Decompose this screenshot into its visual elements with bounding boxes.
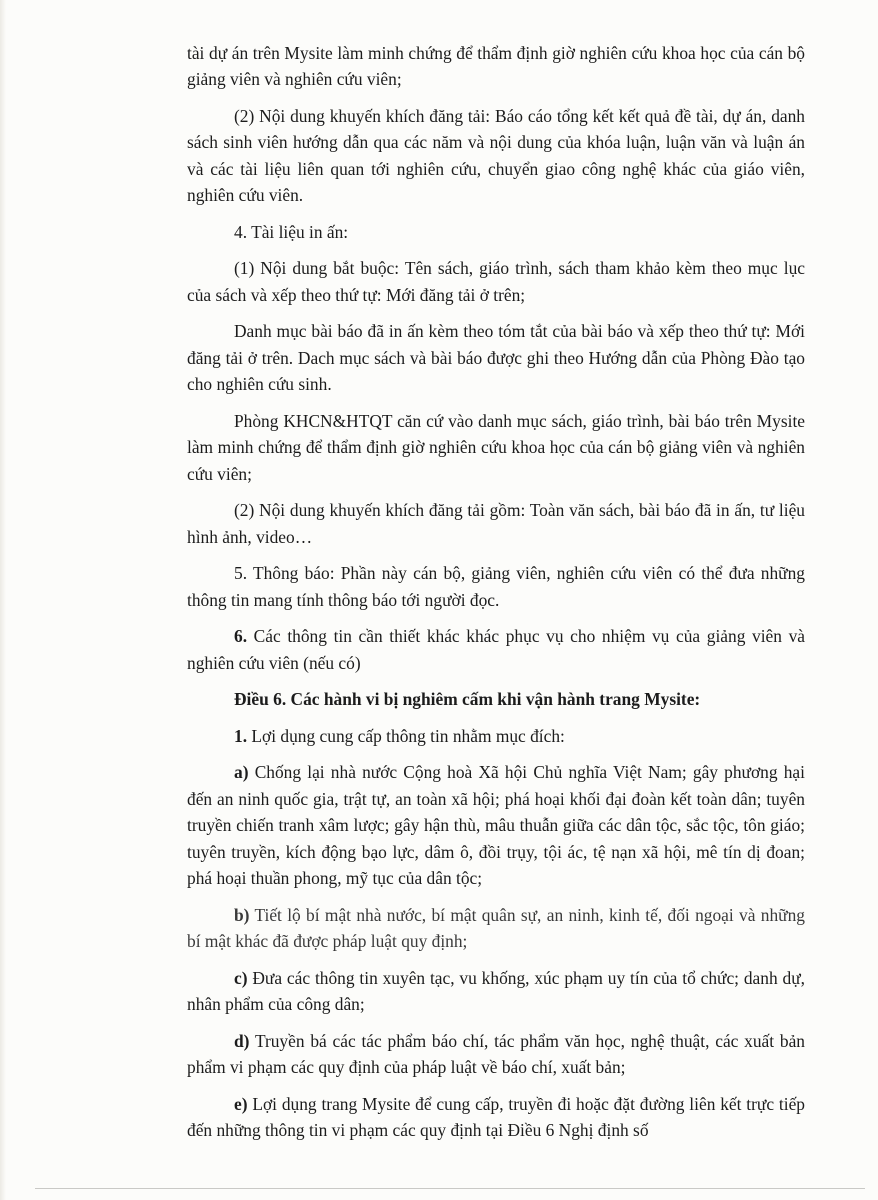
paragraph-misuse-purpose <box>187 723 805 749</box>
document-body <box>187 40 805 1154</box>
clause-a <box>187 759 805 891</box>
clause-b-text: Tiết lộ bí mật nhà nước, bí mật quân sự, an ninh, kinh tế, đối ngoại và những bí mật khác đã được pháp luật quy định; <box>187 904 805 952</box>
paragraph-continuation: tài dự án trên Mysite làm minh chứng để thẩm định giờ nghiên cứu khoa học của cán bộ giảng viên và nghiên cứu viên; <box>187 43 805 90</box>
clause-e <box>187 1091 805 1144</box>
scan-edge-shadow <box>0 0 6 1200</box>
clause-e-marker: e) <box>234 1093 248 1114</box>
clause-a-text: Chống lại nhà nước Cộng hoà Xã hội Chủ nghĩa Việt Nam; gây phương hại đến an ninh quốc gia, trật tự, an toàn xã hội; phá hoại khối đại đoàn kết toàn dân; tuyên truyền chiến tranh xâm lược; gây hận thù, mâu thuẫn giữa các dân tộc, sắc tộc, tôn giáo; tuyên truyền, kích động bạo lực, dâm ô, đồi trụy, tội ác, tệ nạn xã hội, mê tín dị đoan; phá hoại thuần phong, mỹ tục của dân tộc; <box>187 762 805 889</box>
page-bottom-rule <box>35 1188 865 1189</box>
item-number-1: 1. <box>234 725 248 746</box>
clause-b-marker: b) <box>234 904 250 925</box>
paragraph-encouraged-content-1: (2) Nội dung khuyến khích đăng tải: Báo cáo tổng kết kết quả đề tài, dự án, danh sách sinh viên hướng dẫn qua các năm và nội dung của khóa luận, luận văn và luận án và các tài liệu liên quan tới nghiên cứu, chuyển giao công nghệ khác của giáo viên, nghiên cứu viên. <box>187 106 805 206</box>
heading-printed-materials: 4. Tài liệu in ấn: <box>234 221 349 242</box>
clause-c-text: Đưa các thông tin xuyên tạc, vu khống, xúc phạm uy tín của tổ chức; danh dự, nhân phẩm của công dân; <box>187 967 805 1015</box>
article-6-heading: Điều 6. Các hành vi bị nghiêm cấm khi vận hành trang Mysite: <box>234 689 701 710</box>
paragraph-khcn-evidence: Phòng KHCN&HTQT căn cứ vào danh mục sách, giáo trình, bài báo trên Mysite làm minh chứng để thẩm định giờ nghiên cứu khoa học của cán bộ giảng viên và nghiên cứu viên; <box>187 410 805 484</box>
misuse-purpose-text: Lợi dụng cung cấp thông tin nhằm mục đích: <box>251 725 565 746</box>
paragraph-other-info <box>187 623 805 676</box>
paragraph-mandatory-content: (1) Nội dung bắt buộc: Tên sách, giáo trình, sách tham khảo kèm theo mục lục của sách và xếp theo thứ tự: Mới đăng tải ở trên; <box>187 258 805 305</box>
clause-b <box>187 902 805 955</box>
paragraph-encouraged-content-2: (2) Nội dung khuyến khích đăng tải gồm: Toàn văn sách, bài báo đã in ấn, tư liệu hình ảnh, video… <box>187 500 805 547</box>
item-number-6: 6. <box>234 626 248 647</box>
paragraph-article-list: Danh mục bài báo đã in ấn kèm theo tóm tắt của bài báo và xếp theo thứ tự: Mới đăng tải ở trên. Dach mục sách và bài báo được ghi theo Hướng dẫn của Phòng Đào tạo cho nghiên cứu sinh. <box>187 321 805 395</box>
clause-a-marker: a) <box>234 762 249 783</box>
clause-c <box>187 965 805 1018</box>
clause-d-marker: d) <box>234 1030 250 1051</box>
clause-d <box>187 1028 805 1081</box>
paragraph-announcements: 5. Thông báo: Phần này cán bộ, giảng viên, nghiên cứu viên có thể đưa những thông tin mang tính thông báo tới người đọc. <box>187 563 805 610</box>
clause-c-marker: c) <box>234 967 248 988</box>
clause-d-text: Truyền bá các tác phẩm báo chí, tác phẩm văn học, nghệ thuật, các xuất bản phẩm vi phạm các quy định của pháp luật về báo chí, xuất bản; <box>187 1030 805 1078</box>
other-info-text: Các thông tin cần thiết khác khác phục vụ cho nhiệm vụ của giảng viên và nghiên cứu viên (nếu có) <box>187 626 805 673</box>
clause-e-text: Lợi dụng trang Mysite để cung cấp, truyền đi hoặc đặt đường liên kết trực tiếp đến những thông tin vi phạm các quy định tại Điều 6 Nghị định số <box>187 1093 805 1141</box>
